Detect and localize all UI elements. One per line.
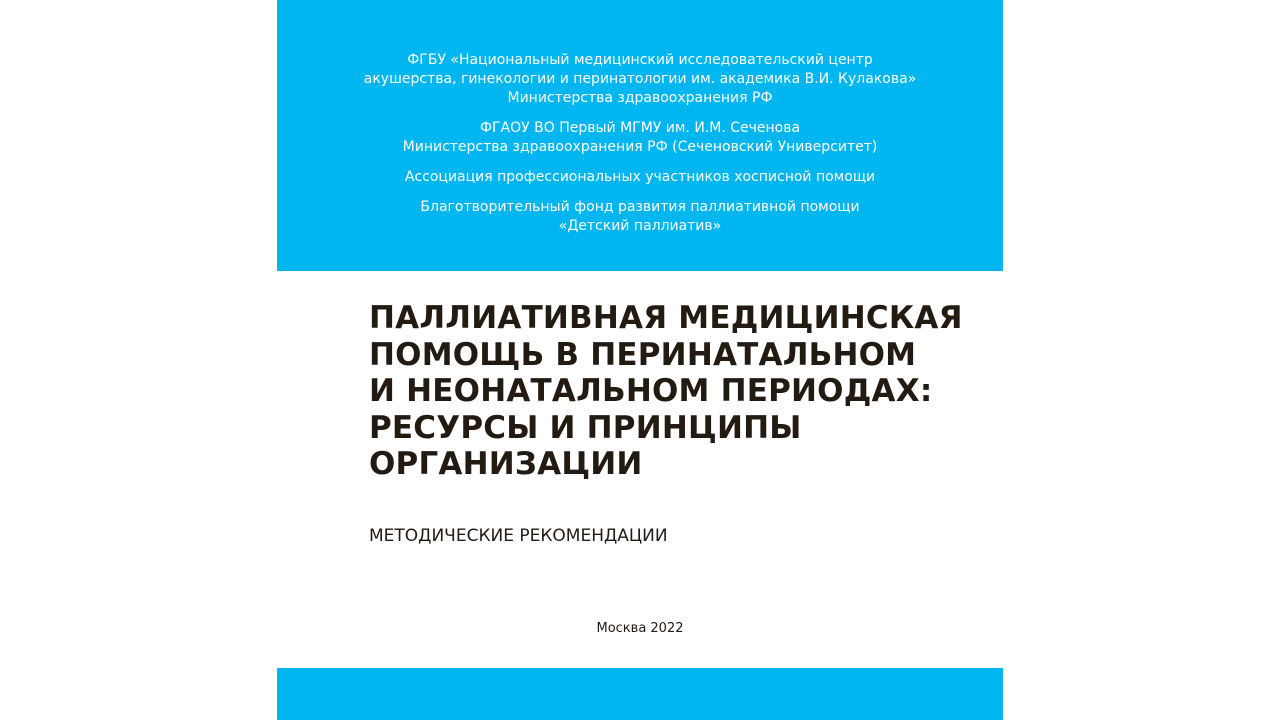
organization-line: Благотворительный фонд развития паллиативной помощи bbox=[420, 199, 860, 215]
title-line: РЕСУРСЫ И ПРИНЦИПЫ bbox=[369, 409, 802, 446]
organization-line: Ассоциация профессиональных участников хосписной помощи bbox=[404, 169, 876, 185]
organization-line: акушерства, гинекологии и перинатологии им. академика В.И. Кулакова» bbox=[363, 71, 917, 87]
document-subtitle: МЕТОДИЧЕСКИЕ РЕКОМЕНДАЦИИ bbox=[369, 526, 668, 546]
title-line: ОРГАНИЗАЦИИ bbox=[369, 446, 643, 482]
organization-item bbox=[277, 119, 1003, 157]
organization-item bbox=[277, 168, 1003, 187]
document-title bbox=[369, 300, 989, 483]
organization-list bbox=[277, 51, 1003, 247]
organization-line: Министерства здравоохранения РФ bbox=[507, 90, 773, 106]
cover-page bbox=[277, 0, 1003, 720]
bottom-accent-band bbox=[277, 668, 1003, 720]
organization-item bbox=[277, 51, 1003, 108]
organization-line: «Детский паллиатив» bbox=[558, 218, 722, 234]
title-line: ПАЛЛИАТИВНАЯ МЕДИЦИНСКАЯ bbox=[369, 300, 963, 336]
organization-line: ФГБУ «Национальный медицинский исследовательский центр bbox=[407, 52, 873, 68]
organization-item bbox=[277, 198, 1003, 236]
publication-place-year: Москва 2022 bbox=[596, 621, 684, 636]
organization-line: ФГАОУ ВО Первый МГМУ им. И.М. Сеченова bbox=[479, 120, 801, 136]
top-accent-band bbox=[277, 0, 1003, 271]
title-line: И НЕОНАТАЛЬНОМ ПЕРИОДАХ: bbox=[369, 373, 933, 409]
title-line: ПОМОЩЬ В ПЕРИНАТАЛЬНОМ bbox=[369, 336, 917, 373]
organization-line: Министерства здравоохранения РФ (Сеченовский Университет) bbox=[402, 139, 878, 155]
